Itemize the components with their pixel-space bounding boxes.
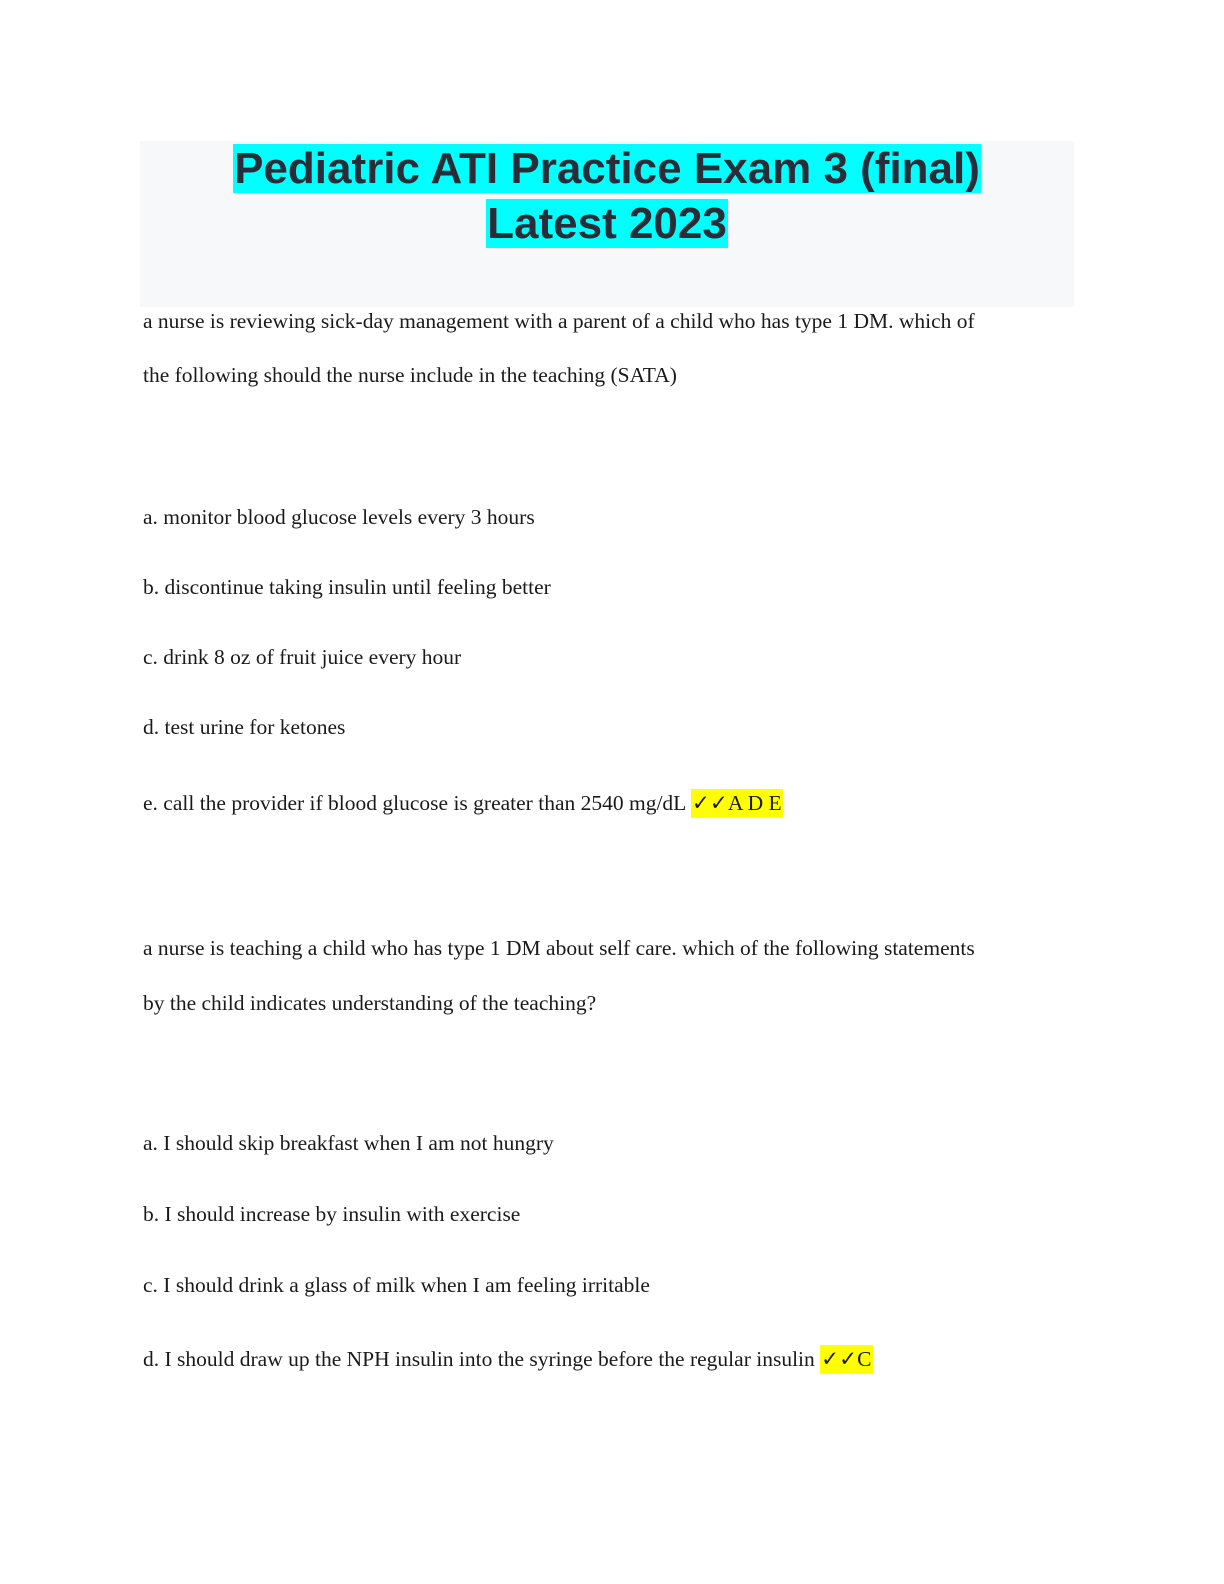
question-1-answer: ✓✓A D E (691, 789, 783, 818)
question-1-option-b: b. discontinue taking insulin until feeling better (143, 575, 551, 599)
question-1-option-c: c. drink 8 oz of fruit juice every hour (143, 645, 462, 669)
question-2-option-c: c. I should drink a glass of milk when I am feeling irritable (143, 1273, 650, 1297)
question-2-answer: ✓✓C (820, 1345, 872, 1374)
title-box (140, 141, 1074, 307)
question-1-option-e: e. call the provider if blood glucose is greater than 2540 mg/dL (143, 791, 686, 815)
question-2-option-d-row (143, 1346, 873, 1372)
page-title (140, 141, 1074, 251)
question-2-option-b: b. I should increase by insulin with exercise (143, 1202, 521, 1226)
question-2-option-a: a. I should skip breakfast when I am not hungry (143, 1131, 554, 1155)
question-2-stem-line-1: a nurse is teaching a child who has type 1 DM about self care. which of the following statements (143, 936, 975, 960)
question-1-option-d: d. test urine for ketones (143, 715, 346, 739)
title-line-2: Latest 2023 (487, 199, 727, 248)
title-line-1: Pediatric ATI Practice Exam 3 (final) (234, 144, 980, 193)
question-2-stem-line-2: by the child indicates understanding of the teaching? (143, 991, 597, 1015)
question-1-stem-line-1: a nurse is reviewing sick-day management with a parent of a child who has type 1 DM. which of (143, 309, 975, 333)
question-1-option-e-row (143, 790, 783, 816)
question-2-option-d: d. I should draw up the NPH insulin into the syringe before the regular insulin (143, 1347, 815, 1371)
question-1-option-a: a. monitor blood glucose levels every 3 hours (143, 505, 535, 529)
question-1-stem-line-2: the following should the nurse include in the teaching (SATA) (143, 363, 677, 387)
